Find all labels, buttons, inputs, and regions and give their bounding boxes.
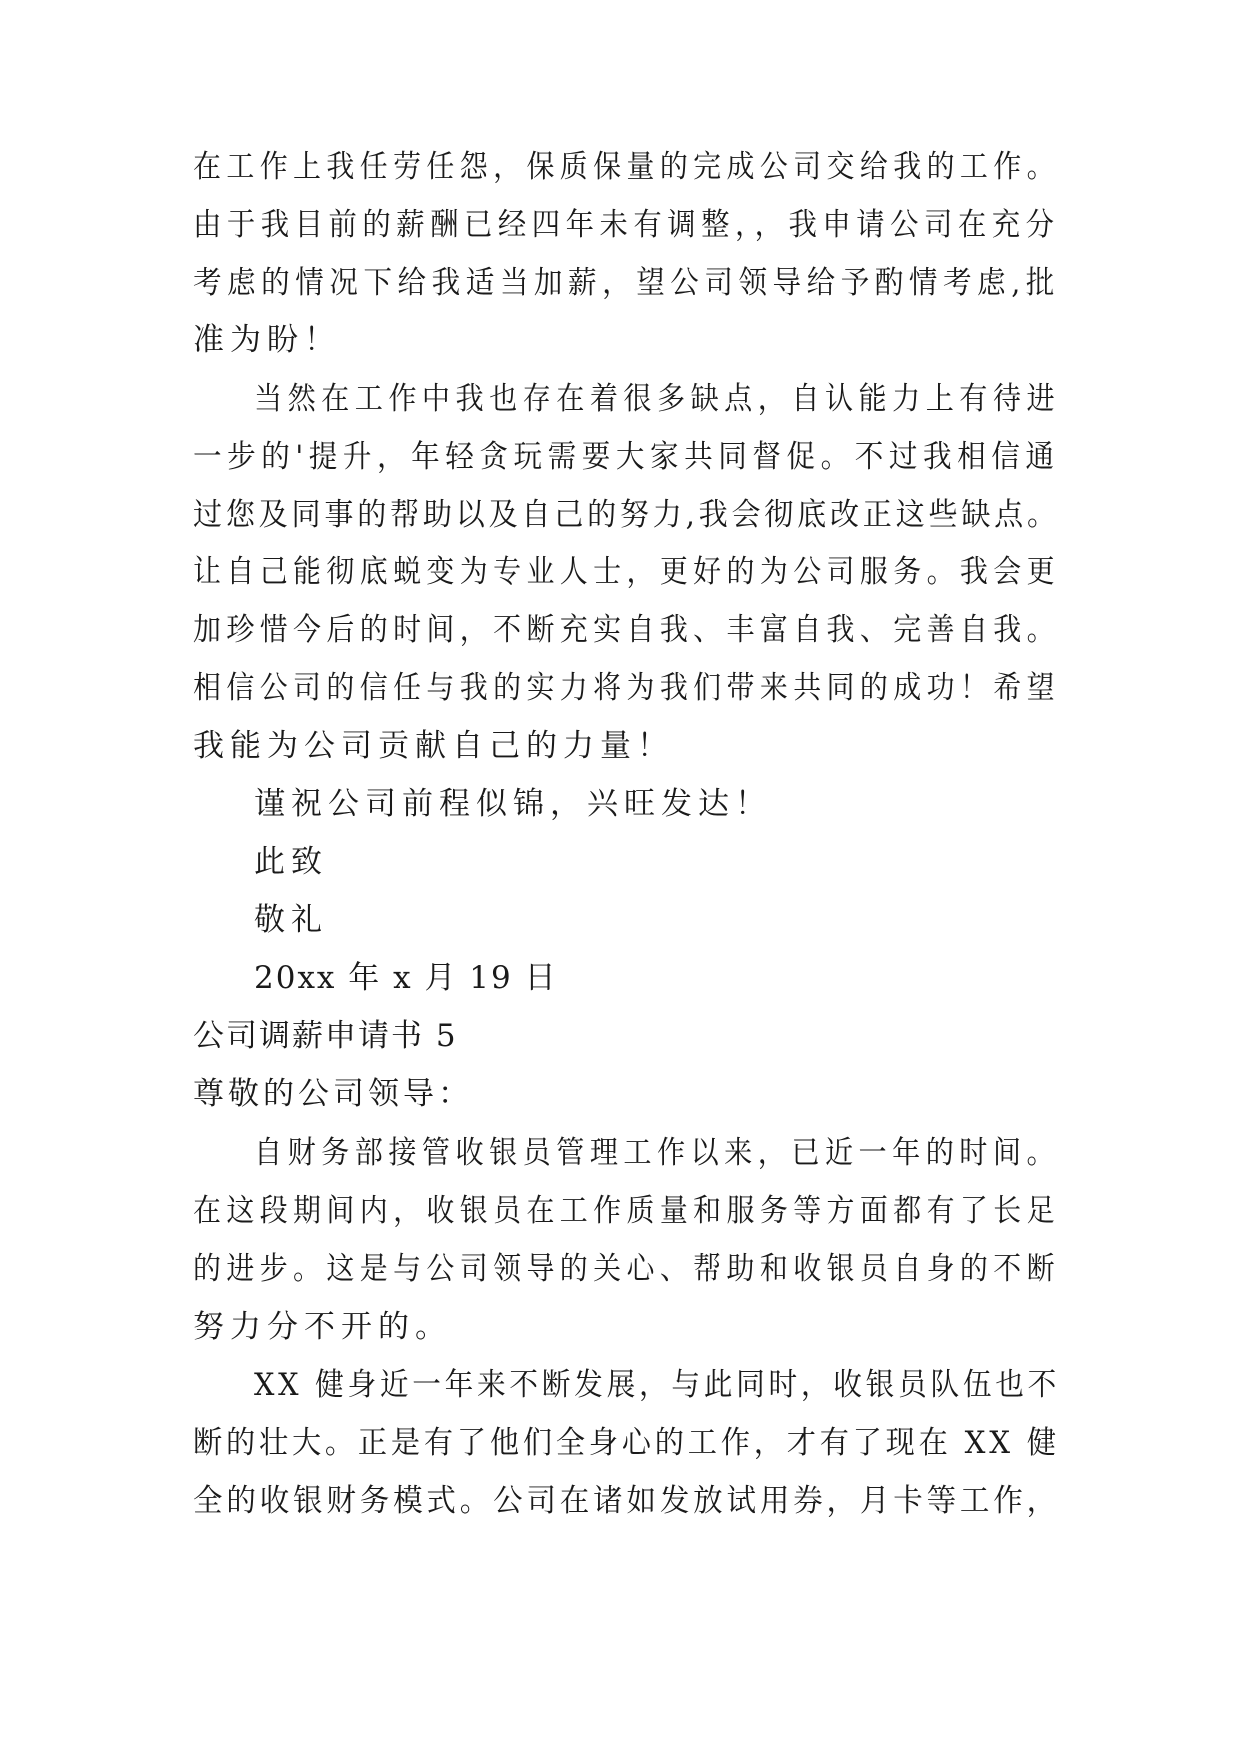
body-text-line: 让自己能彻底蜕变为专业人士，更好的为公司服务。我会更 [193, 554, 1060, 590]
closing-wish: 谨祝公司前程似锦，兴旺发达！ [254, 786, 772, 822]
body-text-line: 过您及同事的帮助以及自己的努力,我会彻底改正这些缺点。 [193, 497, 1060, 533]
body-text-line: 断的壮大。正是有了他们全身心的工作，才有了现在 XX 健 [193, 1425, 1060, 1461]
body-text-line: 加珍惜今后的时间，不断充实自我、丰富自我、完善自我。 [193, 612, 1060, 648]
body-text-line: 的进步。这是与公司领导的关心、帮助和收银员自身的不断 [193, 1251, 1060, 1287]
paragraph-first-line: 自财务部接管收银员管理工作以来，已近一年的时间。 [254, 1135, 1061, 1171]
addressee: 尊敬的公司领导： [193, 1076, 473, 1112]
body-text-line: 一步的'提升，年轻贪玩需要大家共同督促。不过我相信通 [193, 439, 1060, 475]
salutation-jingli: 敬礼 [254, 902, 328, 938]
body-text-line: 努力分不开的。 [193, 1309, 452, 1345]
body-text-line: 准为盼！ [193, 322, 341, 358]
body-text-line: 相信公司的信任与我的实力将为我们带来共同的成功！希望 [193, 670, 1060, 706]
body-text-line: 由于我目前的薪酬已经四年未有调整，，我申请公司在充分 [193, 207, 1060, 243]
section-title: 公司调薪申请书 5 [193, 1018, 458, 1054]
paragraph-first-line: 当然在工作中我也存在着很多缺点，自认能力上有待进 [254, 381, 1061, 417]
salutation-cizhi: 此致 [254, 844, 328, 880]
body-text-line: 我能为公司贡献自己的力量！ [193, 728, 674, 764]
body-text-line: 在工作上我任劳任怨，保质保量的完成公司交给我的工作。 [193, 149, 1060, 185]
body-text-line: 在这段期间内，收银员在工作质量和服务等方面都有了长足 [193, 1193, 1060, 1229]
letter-date: 20xx 年 x 月 19 日 [254, 960, 558, 996]
paragraph-first-line: XX 健身近一年来不断发展，与此同时，收银员队伍也不 [254, 1367, 1061, 1403]
body-text-line: 考虑的情况下给我适当加薪，望公司领导给予酌情考虑,批 [193, 265, 1060, 301]
body-text-line: 全的收银财务模式。公司在诸如发放试用券，月卡等工作， [193, 1483, 1060, 1519]
